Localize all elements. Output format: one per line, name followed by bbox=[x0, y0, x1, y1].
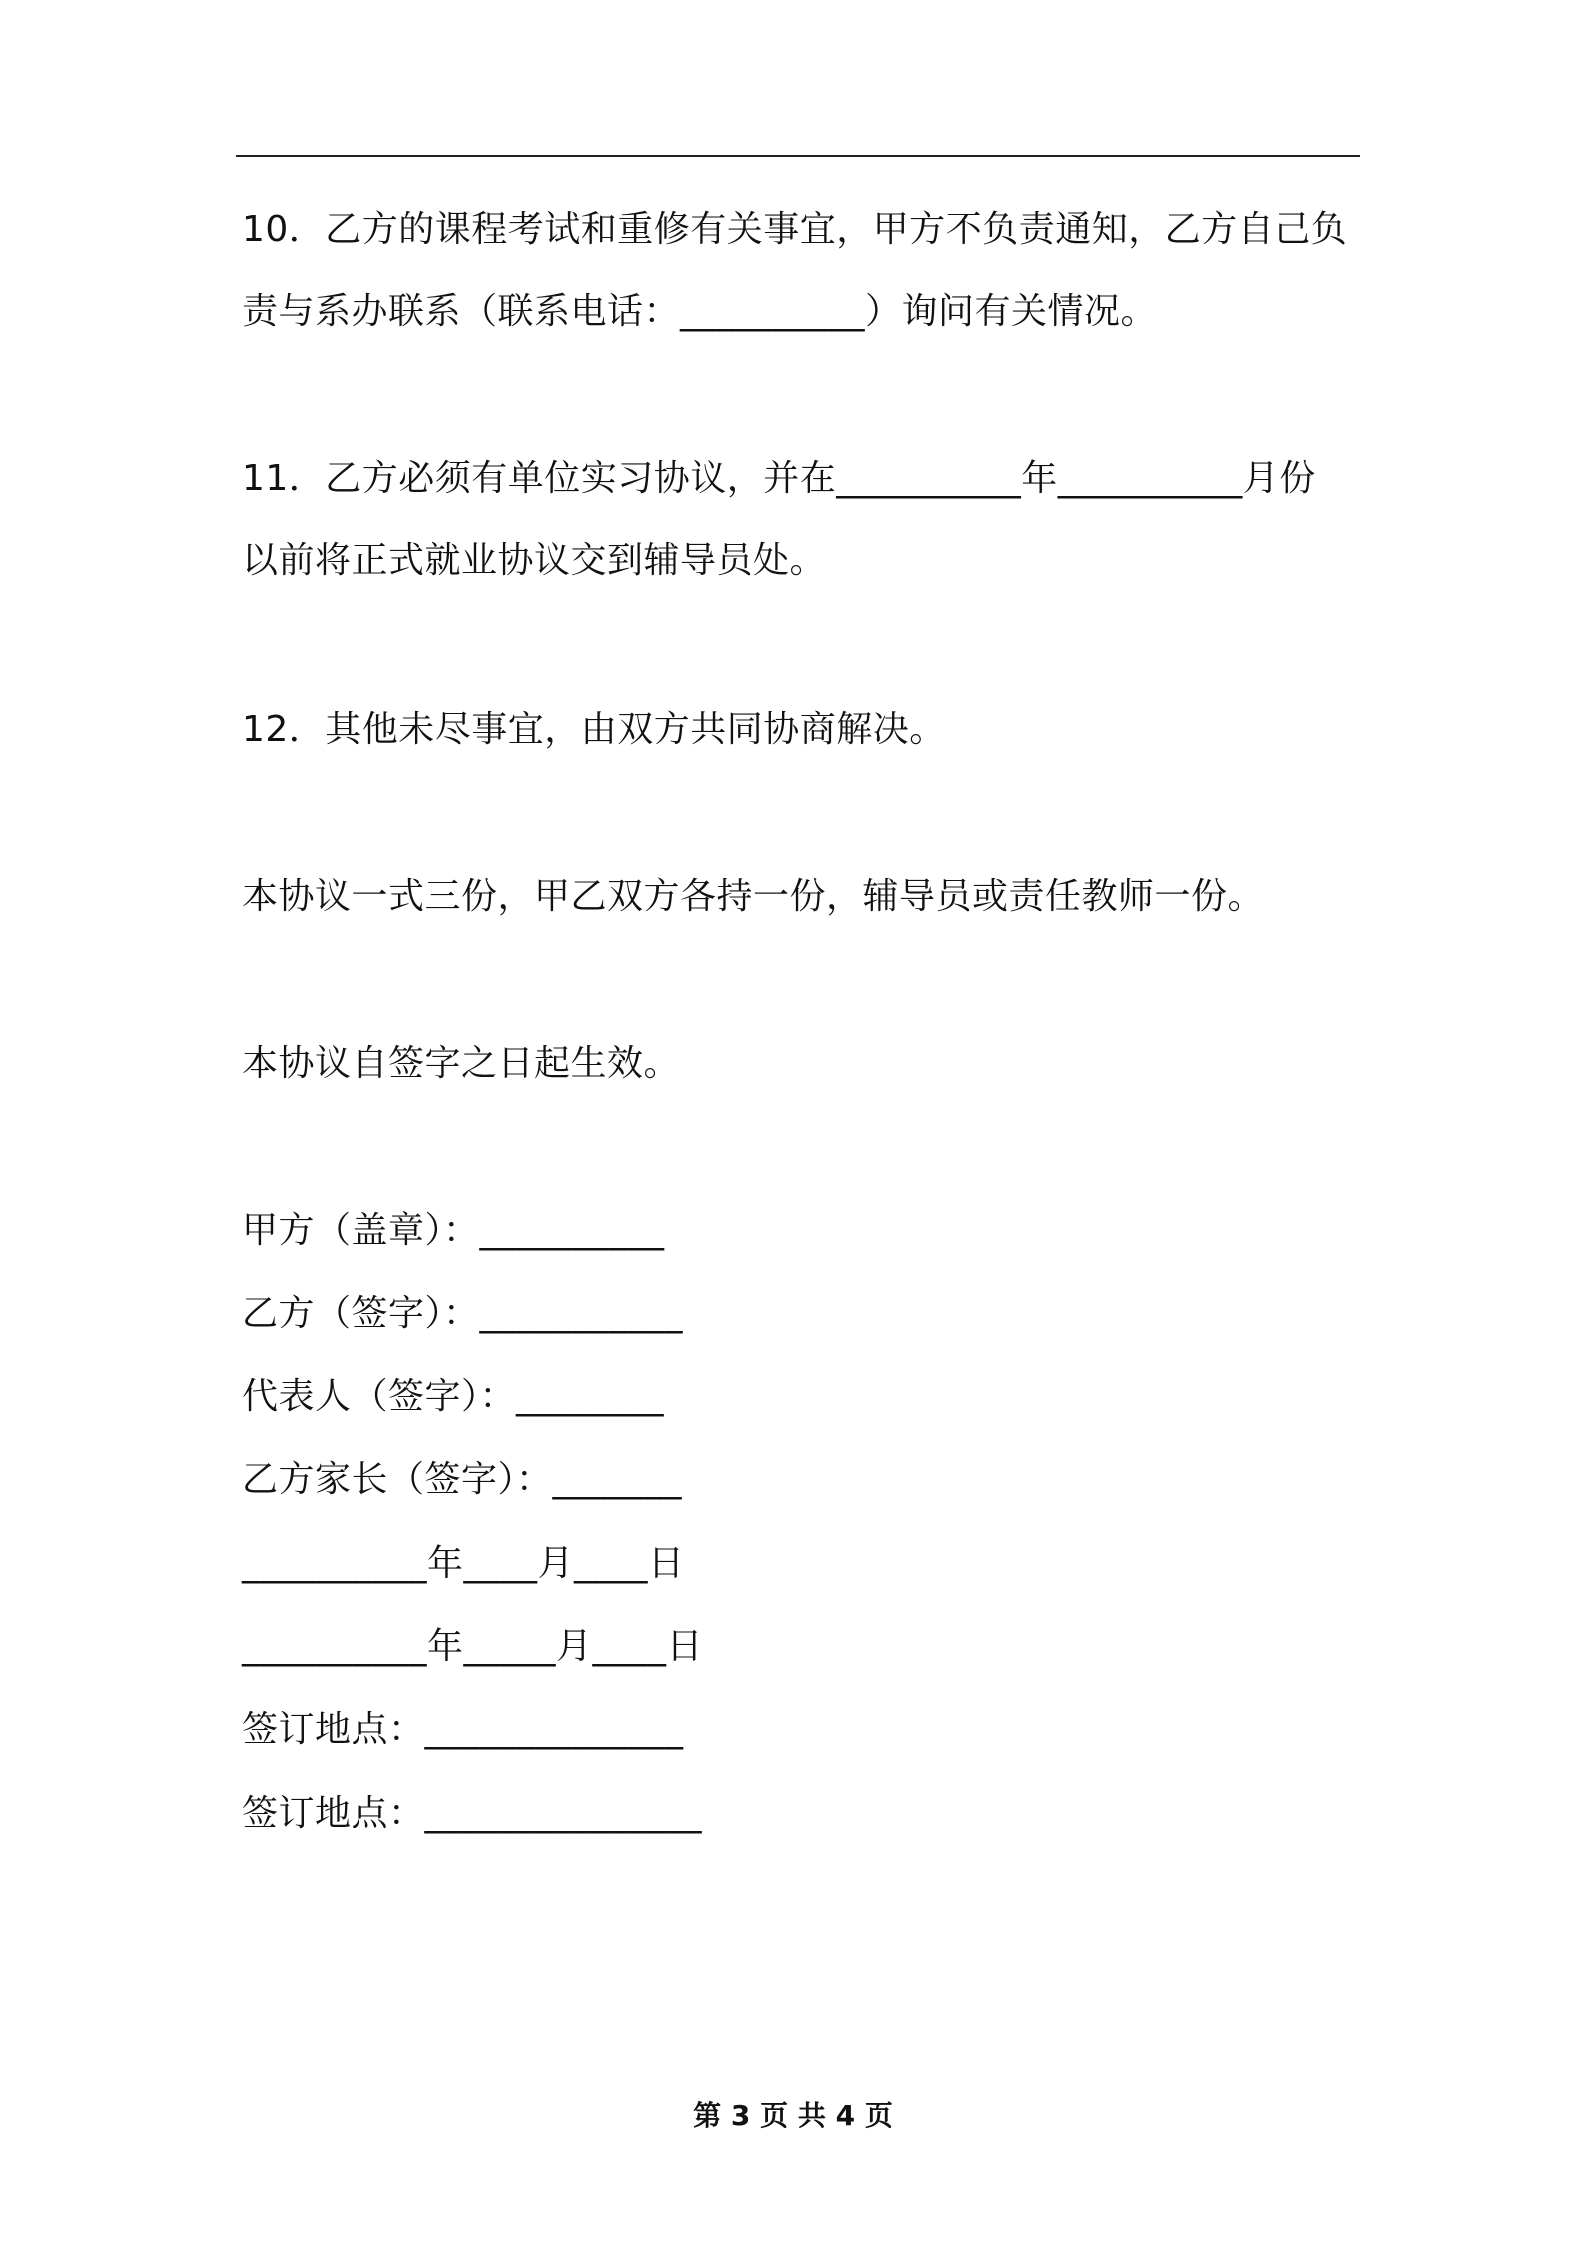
page-number: 第 3 页 共 4 页 bbox=[693, 2099, 893, 2132]
party-b-signature-line: 乙方（签字）：___________ bbox=[242, 1293, 684, 1334]
date-line-1: __________年____月____日 bbox=[242, 1543, 685, 1584]
signing-place-line-2: 签订地点：_______________ bbox=[242, 1793, 703, 1834]
clause-12-line-1: 12．其他未尽事宜，由双方共同协商解决。 bbox=[242, 709, 946, 750]
parent-signature-line: 乙方家长（签字）：_______ bbox=[242, 1459, 683, 1500]
effective-statement: 本协议自签字之日起生效。 bbox=[242, 1043, 681, 1084]
party-a-seal-line: 甲方（盖章）：__________ bbox=[242, 1210, 665, 1251]
clause-11-line-2: 以前将正式就业协议交到辅导员处。 bbox=[242, 540, 827, 581]
representative-signature-line: 代表人（签字）：________ bbox=[242, 1376, 665, 1417]
copies-statement: 本协议一式三份，甲乙双方各持一份，辅导员或责任教师一份。 bbox=[242, 876, 1265, 917]
clause-10-line-1: 10．乙方的课程考试和重修有关事宜，甲方不负责通知，乙方自己负 bbox=[242, 209, 1348, 250]
clause-11-line-1: 11．乙方必须有单位实习协议，并在__________年__________月份 bbox=[242, 458, 1316, 499]
signing-place-line-1: 签订地点：______________ bbox=[242, 1709, 684, 1750]
date-line-2: __________年_____月____日 bbox=[242, 1626, 703, 1667]
clause-10-line-2: 责与系办联系（联系电话：__________）询问有关情况。 bbox=[242, 291, 1158, 332]
header-rule bbox=[236, 155, 1360, 157]
